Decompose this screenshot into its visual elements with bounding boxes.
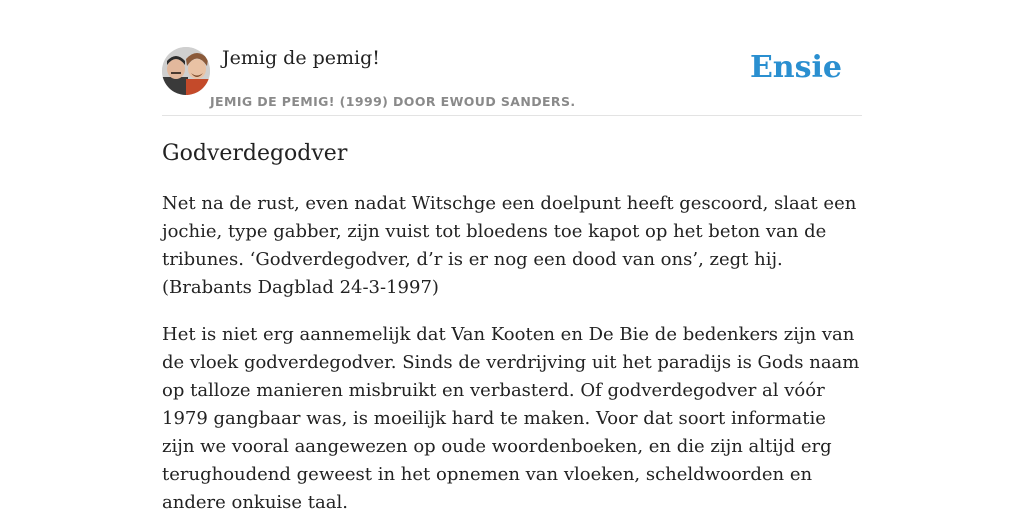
- book-meta: JEMIG DE PEMIG! (1999) DOOR EWOUD SANDERS.: [210, 94, 576, 109]
- article-paragraph: Net na de rust, even nadat Witschge een doelpunt heeft gescoord, slaat een jochie, type gabber, zijn vuist tot bloedens toe kapot op het beton van de tribunes. ‘Godverdegodver, d’r is er nog een dood van ons’, zegt hij. (Brabants Dagblad 24-3-1997): [162, 193, 857, 298]
- article-title: Godverdegodver: [162, 141, 348, 166]
- book-header: [162, 44, 862, 116]
- portrait-avatar-icon[interactable]: [162, 47, 210, 95]
- book-title-link[interactable]: Jemig de pemig!: [222, 47, 380, 69]
- brand-logo[interactable]: Ensie: [749, 50, 842, 85]
- article-paragraph: Het is niet erg aannemelijk dat Van Kooten en De Bie de bedenkers zijn van de vloek godverdegodver. Sinds de verdrijving uit het paradijs is Gods naam op talloze manieren misbruikt en verbasterd. Of godverdegodver al vóór 1979 gangbaar was, is moeilijk hard te maken. Voor dat soort informatie zijn we vooral aangewezen op oude woordenboeken, en die zijn altijd erg terughoudend geweest in het opnemen van vloeken, scheldwoorden en andere onkuise taal.: [162, 324, 860, 512]
- article: [162, 138, 862, 512]
